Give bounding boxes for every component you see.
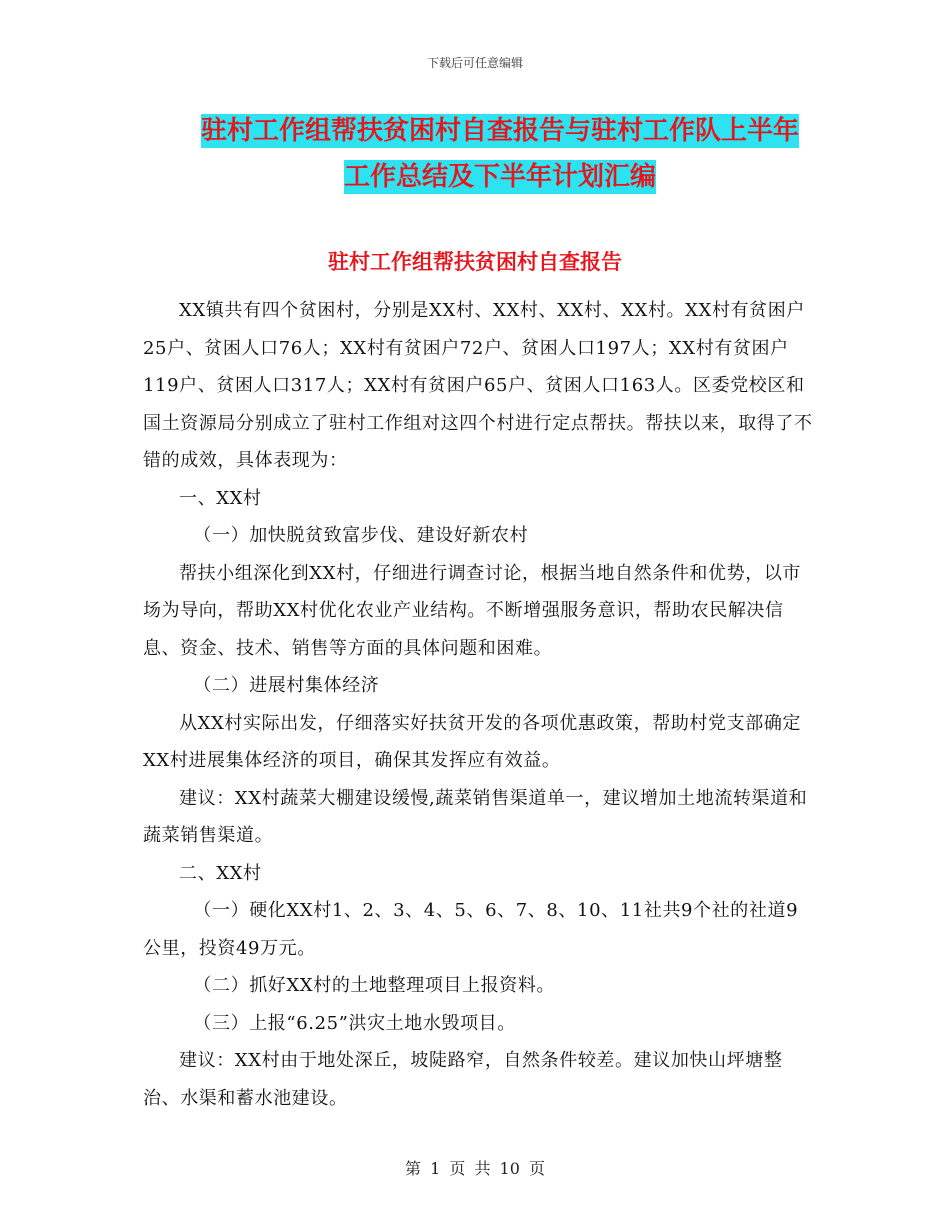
item-village-2-1: （一）硬化XX村1、2、3、4、5、6、7、8、10、11社共9个社的社道9公里，投资49万元。 — [143, 900, 799, 959]
heading-village-1: 一、XX村 — [179, 487, 262, 509]
subheading-1-2: （二）进展村集体经济 — [193, 675, 380, 696]
document-body — [143, 292, 815, 1117]
paragraph-suggestion-1: 建议：XX村蔬菜大棚建设缓慢,蔬菜销售渠道单一，建议增加土地流转渠道和蔬菜销售渠道。 — [143, 787, 808, 846]
document-title — [140, 108, 860, 200]
item-village-2-3: （三）上报“6.25”洪灾土地水毁项目。 — [193, 1012, 516, 1034]
paragraph-intro: XX镇共有四个贫困村，分别是XX村、XX村、XX村、XX村。XX村有贫困户25户、贫困人口76人；XX村有贫困户72户、贫困人口197人；XX村有贫困户119户、贫困人口317人；XX村有贫困户65户、贫困人口163人。区委党校区和国土资源局分别成立了驻村工作组对这四个村进行定点帮扶。帮扶以来，取得了不错的成效，具体表现为： — [143, 300, 813, 471]
document-title-line-2: 工作总结及下半年计划汇编 — [343, 162, 656, 192]
paragraph-village-1-b: 从XX村实际出发，仔细落实好扶贫开发的各项优惠政策，帮助村党支部确定XX村进展集体经济的项目，确保其发挥应有效益。 — [143, 712, 802, 771]
heading-village-2: 二、XX村 — [179, 862, 262, 884]
subheading-1-1: （一）加快脱贫致富步伐、建设好新农村 — [193, 525, 529, 546]
section-title: 驻村工作组帮扶贫困村自查报告 — [328, 250, 622, 274]
page-footer: 第 1 页 共 10 页 — [405, 1159, 545, 1178]
page-header-note: 下载后可任意编辑 — [426, 56, 523, 70]
document-title-line-1: 驻村工作组帮扶贫困村自查报告与驻村工作队上半年 — [200, 116, 799, 146]
paragraph-village-1-a: 帮扶小组深化到XX村，仔细进行调查讨论，根据当地自然条件和优势，以市场为导向，帮助XX村优化农业产业结构。不断增强服务意识，帮助农民解决信息、资金、技术、销售等方面的具体问题和困难。 — [143, 562, 802, 659]
paragraph-suggestion-2: 建议：XX村由于地处深丘，坡陡路窄，自然条件较差。建议加快山坪塘整治、水渠和蓄水池建设。 — [143, 1050, 783, 1109]
item-village-2-2: （二）抓好XX村的土地整理项目上报资料。 — [193, 975, 556, 996]
